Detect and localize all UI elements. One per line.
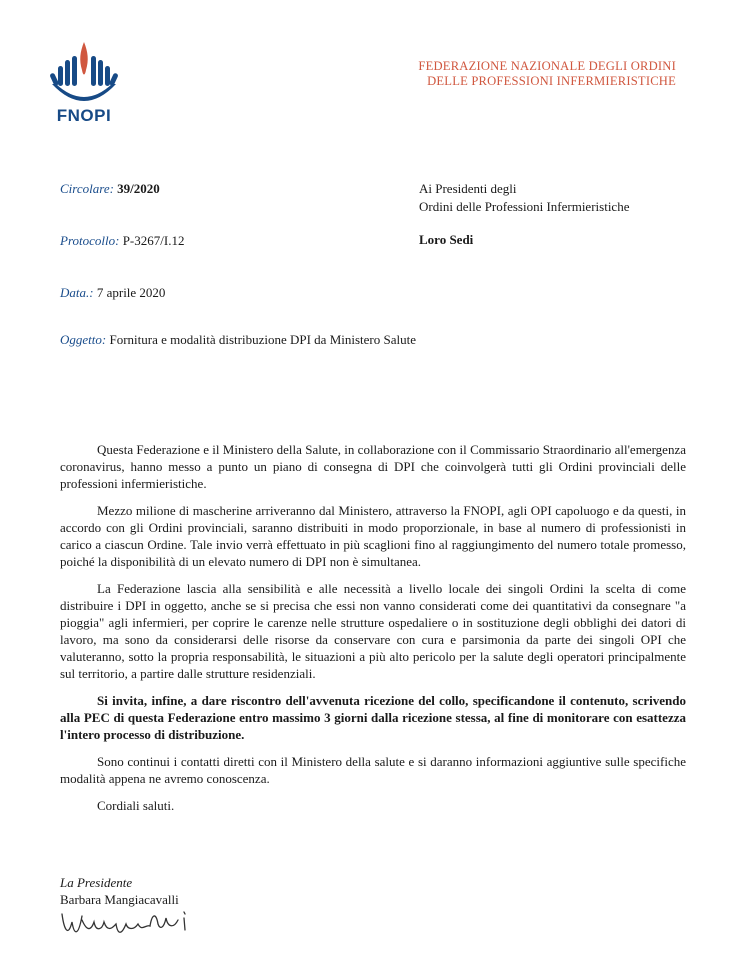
signatory-role: La Presidente xyxy=(60,875,133,890)
protocollo-label: Protocollo: xyxy=(60,233,120,248)
paragraph-4: Si invita, infine, a dare riscontro dell'avvenuta ricezione del collo, specificandone il contenuto, scrivendo alla PEC di questa Federazione entro massimo 3 giorni dalla ricezione stessa, al fine di monitorare con esattezza l'intero processo di distribuzione. xyxy=(60,693,686,742)
data-label: Data.: xyxy=(60,285,94,300)
recipient-line-1: Ai Presidenti degli xyxy=(419,181,517,196)
recipient-line-3: Loro Sedi xyxy=(419,232,474,247)
paragraph-2: Mezzo milione di mascherine arriveranno dal Ministero, attraverso la FNOPI, agli OPI capoluogo e da questi, in accordo con gli Ordini provinciali, saranno distribuiti in modo proporzionale, in base al numero di professionisti in carico a ciascun Ordine. Tale invio verrà effettuato in più scaglioni fino al raggiungimento del numero totale promesso, poiché la disponibilità di un elevato numero di DPI non è simultanea. xyxy=(60,503,686,569)
circolare-value: 39/2020 xyxy=(117,181,160,196)
data-field xyxy=(60,285,165,301)
protocollo-value: P-3267/I.12 xyxy=(122,233,185,248)
handwritten-signature xyxy=(58,904,198,944)
paragraph-5: Sono continui i contatti diretti con il Ministero della salute e si daranno informazioni aggiuntive sulle specifiche modalità appena ne avremo conoscenza. xyxy=(60,754,686,786)
data-value: 7 aprile 2020 xyxy=(96,285,166,300)
closing: Cordiali saluti. xyxy=(97,798,175,813)
paragraph-1: Questa Federazione e il Ministero della Salute, in collaborazione con il Commissario Straordinario all'emergenza coronavirus, hanno messo a punto un piano di consegna di DPI che coinvolgerà tutti gli Ordini provinciali delle professioni infermieristiche. xyxy=(60,442,686,491)
protocollo-field xyxy=(60,233,184,249)
circolare-label: Circolare: xyxy=(60,181,114,196)
oggetto-label: Oggetto: xyxy=(60,332,107,347)
oggetto-value: Fornitura e modalità distribuzione DPI da Ministero Salute xyxy=(109,332,416,347)
org-line-2: DELLE PROFESSIONI INFERMIERISTICHE xyxy=(427,74,676,88)
signature-block xyxy=(60,874,179,908)
circolare-field xyxy=(60,181,160,197)
logo-wordmark: FNOPI xyxy=(56,106,112,125)
org-line-1: FEDERAZIONE NAZIONALE DEGLI ORDINI xyxy=(418,59,676,73)
organization-name xyxy=(418,59,676,89)
hands-flame-icon xyxy=(44,40,124,106)
letter-body xyxy=(60,441,686,824)
recipient-line-2: Ordini delle Professioni Infermieristiche xyxy=(419,199,630,214)
signatory-name: Barbara Mangiacavalli xyxy=(60,892,179,907)
paragraph-3: La Federazione lascia alla sensibilità e alle necessità a livello locale dei singoli Ordini la scelta di come distribuire i DPI in oggetto, anche se si precisa che essi non vanno considerati come dei quantitativi da consegnare "a pioggia" agli infermieri, per coprire le carenze nelle strutture ospedaliere o in sostituzione degli obblighi dei datori di lavoro, ma sono da considerarsi delle risorse da conservare con cura e parsimonia da parte dei singoli OPI che valuteranno, sotto la propria responsabilità, le situazioni a più alto pericolo per la salute degli operatori principalmente sul territorio, a partire dalle strutture residenziali. xyxy=(60,581,686,681)
fnopi-logo xyxy=(44,40,124,150)
oggetto-field xyxy=(60,332,416,348)
